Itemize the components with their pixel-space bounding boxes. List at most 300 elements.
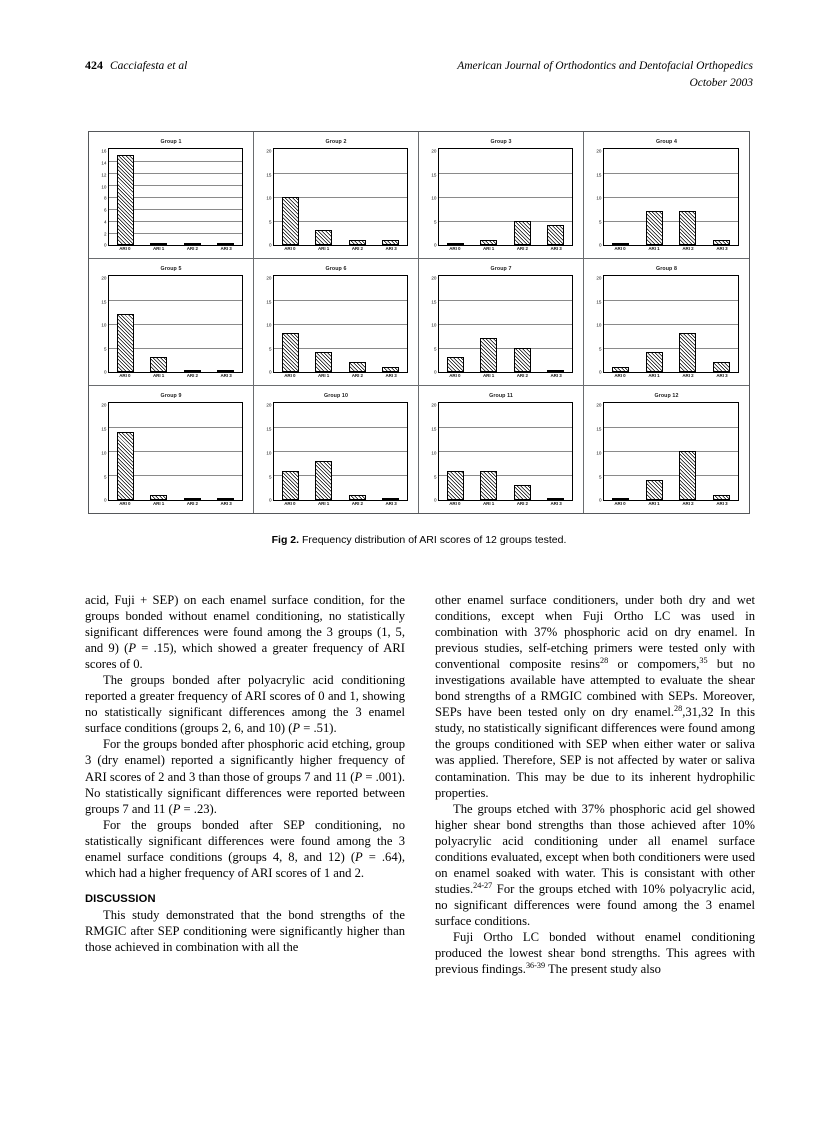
bar-slot: [474, 403, 503, 499]
y-axis-tick-label: 0: [433, 242, 437, 248]
bar-chart: [423, 147, 579, 256]
y-axis-tick-label: 10: [101, 184, 107, 190]
plot-area: [438, 275, 573, 372]
panel-title: Group 10: [323, 393, 349, 399]
bar: [480, 471, 497, 500]
y-axis-tick-label: 0: [433, 369, 437, 375]
y-axis-tick-label: 5: [598, 219, 602, 225]
bar-chart: [93, 147, 249, 256]
y-axis-tick-label: 10: [431, 450, 437, 456]
figure-panel: [89, 386, 254, 513]
figure-panel: [584, 386, 749, 513]
x-axis-tick-label: ARI 0: [614, 246, 626, 251]
x-axis-tick-label: ARI 2: [351, 501, 363, 506]
x-axis-tick-label: ARI 1: [648, 373, 660, 378]
y-axis-tick-label: 15: [266, 426, 272, 432]
x-axis-tick-label: ARI 2: [682, 373, 694, 378]
bar-series: [604, 403, 738, 499]
plot-area-wrapper: [108, 148, 243, 256]
x-axis-tick-label: ARI 1: [152, 373, 165, 378]
bar-chart: [93, 274, 249, 383]
paragraph-continued: other enamel surface conditioners, under both dry and wet conditions, except when Fuji Ortho LC was used in combination with 37% phosphoric acid on dry enamel. In previous studies, self-etching primers were tested only with conventional composite resins$^{28}$ or compomers,$^{35}$ but no investigations available have attempted to evaluate the shear bond strengths of a RMGIC combined with SEPs. Moreover, SEPs have been tested only on dry enamel.$^{28}$,31,32 In this study, no statistically significant differences were found among the groups conditioned with SEP when either water or saliva was applied. Therefore, SEP is not affected by water or saliva contamination. This may be due to its inherent hydrophilic properties.: [435, 593, 756, 800]
bar: [217, 370, 234, 372]
bar: [150, 495, 167, 500]
bar: [217, 498, 234, 500]
x-axis-tick-label: ARI 2: [351, 373, 363, 378]
y-axis-tick-label: 15: [266, 299, 272, 305]
y-axis-tick-label: 20: [266, 148, 272, 154]
bar: [713, 362, 730, 372]
bar: [150, 357, 167, 371]
figure-caption: [88, 534, 750, 546]
reference-marker: 28: [674, 704, 683, 714]
y-axis-tick-label: 15: [431, 426, 437, 432]
bar: [382, 367, 399, 372]
bar-slot: [343, 276, 372, 371]
bar: [514, 485, 531, 499]
y-axis-tick-label: 20: [431, 148, 437, 154]
bar: [315, 352, 332, 371]
panel-title: Group 11: [489, 393, 513, 399]
x-axis-tick-label: ARI 3: [716, 501, 728, 506]
panel-title: Group 5: [160, 266, 182, 272]
y-axis-tick-label: 0: [268, 497, 272, 503]
figure-2: [88, 131, 750, 514]
bar-slot: [178, 276, 207, 371]
bar-slot: [474, 276, 503, 371]
running-head-right: [457, 58, 753, 91]
x-axis-tick-label: ARI 2: [186, 501, 198, 506]
bar-slot: [144, 276, 173, 371]
bar-slot: [707, 149, 736, 244]
bar: [646, 211, 663, 244]
bar-slot: [474, 149, 503, 244]
bar: [349, 362, 366, 372]
figure-caption-text: Frequency distribution of ARI scores of 12 groups tested.: [301, 534, 567, 546]
bar-slot: [343, 149, 372, 244]
panel-title: Group 8: [655, 266, 677, 272]
x-axis-tick-label: ARI 1: [482, 373, 495, 378]
bar: [612, 367, 629, 372]
right-column: [435, 592, 755, 1070]
bar: [480, 338, 497, 371]
y-axis-tick-label: 0: [598, 497, 602, 503]
bar-series: [109, 149, 242, 244]
journal-title: American Journal of Orthodontics and Dentofacial Orthopedics: [457, 60, 753, 72]
plot-area: [273, 275, 408, 372]
bar-slot: [376, 403, 405, 499]
bar-slot: [111, 149, 140, 244]
y-axis-tick-label: 5: [598, 474, 602, 480]
y-axis-tick-label: 10: [431, 322, 437, 328]
x-axis-tick-label: ARI 2: [516, 501, 528, 506]
y-axis-tick-label: 20: [596, 148, 602, 154]
bar: [547, 498, 564, 500]
bar-slot: [640, 149, 669, 244]
author-line: Cacciafesta et al: [110, 60, 188, 72]
x-axis-tick-label: ARI 2: [516, 246, 528, 251]
stat-symbol: P: [354, 769, 363, 784]
bar-slot: [707, 276, 736, 371]
stat-symbol: P: [128, 641, 137, 656]
plot-area-wrapper: [603, 402, 739, 511]
y-axis: [590, 402, 603, 511]
plot-area-wrapper: [603, 148, 739, 256]
panel-title: Group 2: [325, 139, 347, 145]
y-axis-tick-label: 15: [266, 172, 272, 178]
bar-slot: [211, 276, 240, 371]
panel-title: Group 12: [654, 393, 679, 399]
x-axis-tick-label: ARI 3: [220, 246, 232, 251]
y-axis-tick-label: 0: [598, 242, 602, 248]
y-axis-tick-label: 0: [103, 497, 107, 503]
bar-chart: [423, 274, 579, 383]
x-axis: [603, 373, 739, 384]
paragraph: For the groups bonded after phosphoric acid etching, group 3 (dry enamel) reported a significantly higher frequency of ARI scores of 2 and 3 than those of groups 7 and 11 (P = .001). No statistically significant differences were reported between groups 7 and 11 (P = .23).: [85, 737, 405, 816]
y-axis: [425, 275, 438, 383]
bar-slot: [640, 403, 669, 499]
bar-series: [439, 276, 572, 371]
y-axis-tick-label: 12: [101, 172, 107, 178]
figure-panel: [419, 386, 584, 513]
x-axis-tick-label: ARI 2: [682, 501, 694, 506]
bar-slot: [211, 403, 240, 499]
x-axis-tick-label: ARI 0: [614, 373, 626, 378]
x-axis-tick-label: ARI 3: [385, 373, 397, 378]
bar: [150, 243, 167, 245]
y-axis: [425, 148, 438, 256]
y-axis-tick-label: 20: [266, 402, 272, 408]
stat-symbol: P: [355, 849, 363, 864]
bar: [184, 370, 201, 372]
bar-series: [109, 276, 242, 371]
bar: [282, 471, 299, 500]
bar: [514, 221, 531, 245]
x-axis: [438, 246, 573, 257]
y-axis: [425, 402, 438, 511]
bar: [217, 243, 234, 245]
bar: [382, 240, 399, 245]
plot-area: [438, 402, 573, 500]
bar-slot: [211, 149, 240, 244]
plot-area: [108, 402, 243, 500]
y-axis-tick-label: 15: [596, 172, 602, 178]
bar-series: [274, 276, 407, 371]
figure-panel: [254, 386, 419, 513]
plot-area-wrapper: [273, 148, 408, 256]
y-axis-tick-label: 15: [431, 299, 437, 305]
plot-area: [438, 148, 573, 245]
y-axis-tick-label: 2: [103, 231, 107, 237]
bar: [447, 357, 464, 371]
running-head: [85, 58, 753, 91]
panel-title: Group 7: [490, 266, 512, 272]
y-axis-tick-label: 0: [103, 242, 107, 248]
figure-panel: [254, 259, 419, 386]
bar-slot: [111, 276, 140, 371]
plot-area-wrapper: [438, 402, 573, 511]
bar: [315, 230, 332, 244]
figure-panel: [89, 259, 254, 386]
x-axis-tick-label: ARI 3: [550, 246, 562, 251]
bar: [679, 333, 696, 371]
issue-date: October 2003: [689, 76, 753, 89]
bar: [514, 348, 531, 372]
figure-chart-grid: [89, 132, 749, 513]
bar: [184, 243, 201, 245]
bar: [679, 211, 696, 244]
bar: [612, 243, 629, 245]
figure-panel: [584, 259, 749, 386]
paragraph: This study demonstrated that the bond strengths of the RMGIC after SEP conditioning were significantly higher than those achieved in combination with all the: [85, 908, 405, 955]
bar: [315, 461, 332, 499]
bar-series: [604, 276, 738, 371]
y-axis: [95, 148, 108, 256]
bar-slot: [441, 403, 470, 499]
x-axis-tick-label: ARI 1: [648, 246, 660, 251]
y-axis-tick-label: 15: [431, 172, 437, 178]
bar-slot: [178, 403, 207, 499]
bar-slot: [673, 276, 702, 371]
x-axis-tick-label: ARI 2: [682, 246, 694, 251]
panel-title: Group 9: [160, 393, 182, 399]
panel-title: Group 3: [490, 139, 512, 145]
x-axis-tick-label: ARI 0: [614, 501, 626, 506]
bar-slot: [541, 149, 570, 244]
bar: [447, 471, 464, 500]
x-axis: [438, 501, 573, 512]
y-axis-tick-label: 15: [596, 299, 602, 305]
bar-slot: [441, 149, 470, 244]
y-axis-tick-label: 10: [101, 322, 107, 328]
paragraph: The groups bonded after polyacrylic acid conditioning reported a greater frequency of ARI scores of 0 and 1, showing no statistically significant differences among the 3 enamel surface conditions (groups 2, 6, and 10) (P = .51).: [85, 673, 405, 736]
bar-slot: [178, 149, 207, 244]
figure-panel: [419, 132, 584, 259]
figure-panel: [584, 132, 749, 259]
reference-marker: 24-27: [473, 880, 493, 890]
y-axis-tick-label: 10: [101, 450, 107, 456]
x-axis-tick-label: ARI 0: [284, 373, 296, 378]
figure-panel: [89, 132, 254, 259]
bar-slot: [508, 276, 537, 371]
bar-slot: [111, 403, 140, 499]
x-axis-tick-label: ARI 0: [284, 246, 296, 251]
bar-chart: [588, 401, 745, 511]
y-axis-tick-label: 5: [433, 474, 437, 480]
panel-title: Group 1: [160, 139, 182, 145]
x-axis-tick-label: ARI 0: [119, 246, 131, 251]
plot-area-wrapper: [273, 275, 408, 383]
y-axis-tick-label: 20: [596, 275, 602, 281]
y-axis: [260, 275, 273, 383]
bar-slot: [309, 149, 338, 244]
figure-panel: [419, 259, 584, 386]
panel-title: Group 4: [655, 139, 677, 145]
bar-slot: [144, 403, 173, 499]
y-axis: [590, 275, 603, 383]
bar-chart: [588, 274, 745, 383]
x-axis-tick-label: ARI 1: [317, 373, 330, 378]
x-axis-tick-label: ARI 0: [119, 373, 131, 378]
bar: [612, 498, 629, 500]
bar-slot: [606, 276, 635, 371]
y-axis-tick-label: 8: [103, 195, 107, 201]
bar: [282, 333, 299, 371]
y-axis-tick-label: 5: [268, 346, 272, 352]
y-axis: [590, 148, 603, 256]
x-axis-tick-label: ARI 3: [550, 373, 562, 378]
x-axis-tick-label: ARI 1: [482, 501, 495, 506]
bar-chart: [258, 401, 414, 511]
bar-slot: [441, 276, 470, 371]
x-axis-tick-label: ARI 3: [385, 246, 397, 251]
x-axis-tick-label: ARI 1: [152, 246, 165, 251]
bar-slot: [508, 149, 537, 244]
y-axis-tick-label: 10: [596, 195, 602, 201]
bar-slot: [673, 403, 702, 499]
bar-slot: [144, 149, 173, 244]
stat-symbol: P: [172, 801, 181, 816]
plot-area-wrapper: [438, 148, 573, 256]
y-axis-tick-label: 5: [433, 219, 437, 225]
figure-panel: [254, 132, 419, 259]
bar-slot: [276, 403, 305, 499]
plot-area: [108, 275, 243, 372]
bar-chart: [258, 147, 414, 256]
y-axis-tick-label: 20: [431, 275, 437, 281]
bar-series: [274, 403, 407, 499]
x-axis-tick-label: ARI 1: [482, 246, 495, 251]
x-axis-tick-label: ARI 3: [716, 246, 728, 251]
bar: [349, 495, 366, 500]
bar: [547, 225, 564, 244]
x-axis: [603, 246, 739, 257]
bar-slot: [376, 149, 405, 244]
plot-area: [108, 148, 243, 245]
bar-slot: [606, 403, 635, 499]
bar-series: [604, 149, 738, 244]
y-axis-tick-label: 0: [103, 369, 107, 375]
y-axis-tick-label: 10: [596, 322, 602, 328]
x-axis-tick-label: ARI 1: [317, 246, 330, 251]
y-axis-tick-label: 5: [268, 474, 272, 480]
y-axis-tick-label: 10: [431, 195, 437, 201]
bar-series: [274, 149, 407, 244]
x-axis: [438, 373, 573, 384]
y-axis-tick-label: 20: [431, 402, 437, 408]
plot-area-wrapper: [108, 402, 243, 511]
y-axis-tick-label: 0: [598, 369, 602, 375]
x-axis-tick-label: ARI 3: [220, 501, 232, 506]
x-axis-tick-label: ARI 2: [516, 373, 528, 378]
x-axis-tick-label: ARI 1: [317, 501, 330, 506]
section-heading-discussion: DISCUSSION: [85, 892, 156, 905]
plot-area-wrapper: [273, 402, 408, 511]
x-axis-tick-label: ARI 3: [220, 373, 232, 378]
reference-marker: 28: [599, 656, 609, 665]
bar: [117, 155, 134, 244]
x-axis: [273, 501, 408, 512]
y-axis-tick-label: 5: [268, 219, 272, 225]
bar-series: [439, 403, 572, 499]
x-axis-tick-label: ARI 3: [550, 501, 562, 506]
bar-series: [439, 149, 572, 244]
x-axis: [273, 246, 408, 257]
y-axis-tick-label: 15: [596, 426, 602, 432]
y-axis-tick-label: 10: [266, 450, 272, 456]
stat-symbol: P: [292, 721, 301, 736]
paragraph: Fuji Ortho LC bonded without enamel conditioning produced the lowest shear bond strengths. This agrees with previous findings.$^{36-39}$ The present study also: [435, 929, 755, 977]
bar-chart: [93, 401, 249, 511]
left-column: [85, 592, 405, 1070]
bar: [679, 451, 696, 499]
bar-slot: [276, 276, 305, 371]
y-axis-tick-label: 0: [268, 242, 272, 248]
bar-slot: [640, 276, 669, 371]
bar-slot: [343, 403, 372, 499]
bar: [382, 498, 399, 500]
bar-slot: [309, 403, 338, 499]
bar-slot: [541, 403, 570, 499]
figure-caption-label: Fig 2.: [271, 534, 300, 546]
bar: [184, 498, 201, 500]
bar: [117, 432, 134, 499]
paragraph: For the groups bonded after SEP conditioning, no statistically significant differences were found among the 3 enamel surface conditions (groups 4, 8, and 12) (P = .64), which had a higher frequency of ARI scores of 1 and 2.: [85, 817, 405, 880]
bar-slot: [309, 276, 338, 371]
y-axis-tick-label: 5: [598, 346, 602, 352]
running-head-left: [85, 58, 187, 73]
plot-area: [603, 148, 739, 245]
x-axis: [108, 501, 243, 512]
bar-chart: [258, 274, 414, 383]
bar-slot: [541, 276, 570, 371]
bar-slot: [508, 403, 537, 499]
y-axis-tick-label: 6: [103, 207, 107, 213]
y-axis-tick-label: 16: [101, 148, 107, 154]
plot-area: [603, 275, 739, 372]
bar: [547, 370, 564, 372]
y-axis-tick-label: 10: [266, 322, 272, 328]
reference-marker: 36-39: [525, 960, 546, 970]
y-axis: [260, 148, 273, 256]
bar: [646, 480, 663, 499]
bar: [349, 240, 366, 245]
bar: [282, 197, 299, 245]
y-axis-tick-label: 15: [101, 426, 107, 432]
y-axis-tick-label: 20: [101, 275, 107, 281]
bar: [447, 243, 464, 245]
x-axis-tick-label: ARI 0: [284, 501, 296, 506]
bar: [713, 495, 730, 500]
plot-area-wrapper: [438, 275, 573, 383]
plot-area: [273, 148, 408, 245]
bar-series: [109, 403, 242, 499]
x-axis: [273, 373, 408, 384]
body-columns: [85, 592, 755, 1070]
y-axis-tick-label: 20: [596, 402, 602, 408]
page-number: 424: [85, 58, 103, 72]
bar: [713, 240, 730, 245]
x-axis-tick-label: ARI 2: [351, 246, 363, 251]
x-axis-tick-label: ARI 3: [385, 501, 397, 506]
x-axis-tick-label: ARI 1: [648, 501, 660, 506]
plot-area: [603, 402, 739, 500]
y-axis-tick-label: 5: [103, 346, 107, 352]
bar-chart: [588, 147, 745, 256]
bar-slot: [276, 149, 305, 244]
x-axis-tick-label: ARI 0: [119, 501, 131, 506]
x-axis-tick-label: ARI 2: [186, 246, 198, 251]
